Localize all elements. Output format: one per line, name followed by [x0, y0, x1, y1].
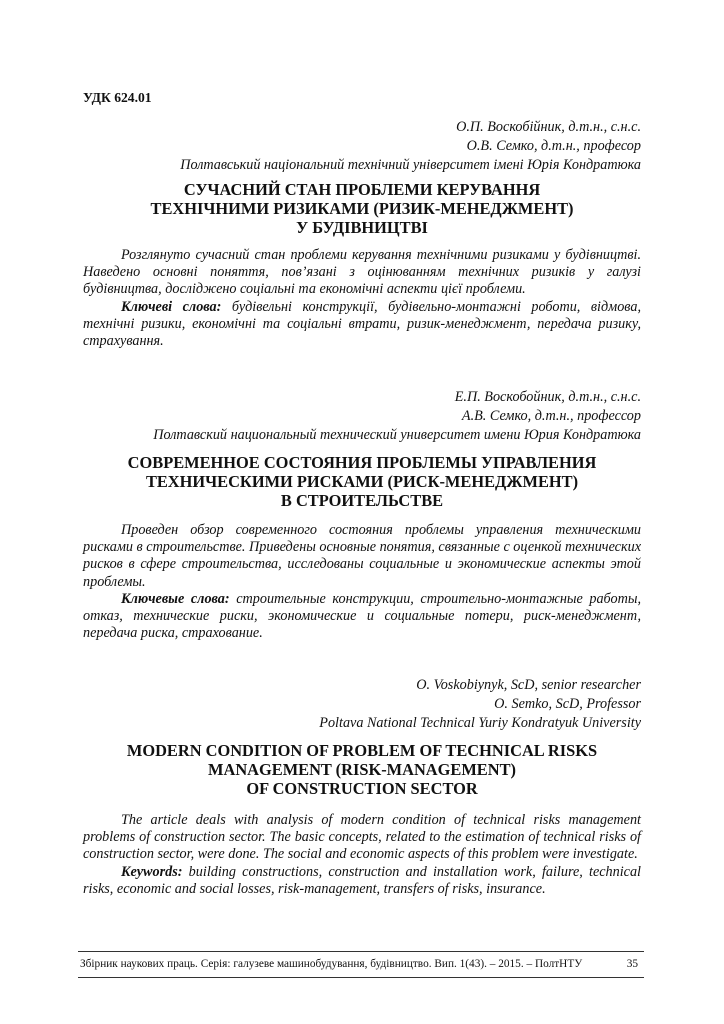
abstract-text: Проведен обзор современного состояния проблемы управления техническими рисками в строительстве. Приведены основные понятия, связанные с оценкой технических рисков в сфере строительства, исследованы социальные и экономические аспекты этой проблемы. [83, 522, 641, 590]
authors-russian [83, 388, 641, 445]
title-line: MANAGEMENT (RISK-MANAGEMENT) [208, 760, 516, 779]
affiliation-line: Полтавський національний технічний університет імені Юрія Кондратюка [180, 157, 641, 173]
page-footer [78, 951, 644, 978]
title-line: В СТРОИТЕЛЬСТВЕ [280, 491, 444, 510]
author-line: О.П. Воскобійник, д.т.н., с.н.с. [456, 119, 641, 135]
title-line: СУЧАСНИЙ СТАН ПРОБЛЕМИ КЕРУВАННЯ [183, 180, 541, 199]
author-line: O. Semko, ScD, Professor [494, 696, 641, 712]
keywords-paragraph [83, 591, 641, 643]
title-line: ТЕХНИЧЕСКИМИ РИСКАМИ (РИСК-МЕНЕДЖМЕНТ) [145, 472, 579, 491]
title-line: ТЕХНІЧНИМИ РИЗИКАМИ (РИЗИК-МЕНЕДЖМЕНТ) [150, 199, 574, 218]
author-line: Е.П. Воскобойник, д.т.н., с.н.с. [454, 389, 641, 405]
keywords-label: Ключеві слова: [121, 298, 222, 315]
abstract-text: Розглянуто сучасний стан проблеми керування технічними ризиками у будівництві. Наведено основні поняття, пов’язані з оцінюванням технічних ризиків у галузі будівництва, досліджено соціальні та економічні аспекти цієї проблеми. [83, 247, 641, 298]
author-line: O. Voskobiynyk, ScD, senior researcher [416, 677, 641, 693]
journal-citation: Збірник наукових праць. Серія: галузеве машинобудування, будівництво. Вип. 1(43). – 2015. – ПолтНТУ [80, 958, 583, 970]
author-line: А.В. Семко, д.т.н., профессор [461, 408, 641, 424]
title-line: OF CONSTRUCTION SECTOR [246, 779, 478, 798]
keywords-paragraph [83, 864, 641, 898]
affiliation-line: Poltava National Technical Yuriy Kondratyuk University [319, 715, 641, 731]
authors-ukrainian [83, 118, 641, 175]
author-line: О.В. Семко, д.т.н., професор [466, 138, 641, 154]
page-number: 35 [626, 958, 638, 970]
title-line: MODERN CONDITION OF PROBLEM OF TECHNICAL RISKS [126, 741, 598, 760]
affiliation-line: Полтавский национальный технический университет имени Юрия Кондратюка [153, 427, 641, 443]
udk-code: УДК 624.01 [83, 90, 152, 105]
title-line: СОВРЕМЕННОЕ СОСТОЯНИЯ ПРОБЛЕМЫ УПРАВЛЕНИЯ [127, 453, 597, 472]
title-ukrainian [83, 180, 641, 237]
abstract-english [83, 812, 641, 898]
title-russian [83, 453, 641, 510]
abstract-russian [83, 522, 641, 642]
authors-english [83, 676, 641, 733]
keywords-label: Keywords: [121, 863, 183, 880]
keywords-label: Ключевые слова: [121, 590, 230, 607]
keywords-text: строительные конструкции, строительно-монтажные работы, отказ, технические риски, экономические и социальные потери, риск-менеджмент, передача риска, страхование. [83, 590, 641, 642]
title-english [83, 741, 641, 798]
abstract-text: The article deals with analysis of modern condition of technical risks management problems of construction sector. The basic concepts, related to the estimation of technical risks of construction sector, were done. The social and economic aspects of this problem were investigate. [83, 812, 641, 863]
keywords-text: будівельні конструкції, будівельно-монтажні роботи, відмова, технічні ризики, економічні та соціальні втрати, ризик-менеджмент, передача ризику, страхування. [83, 298, 641, 350]
keywords-paragraph [83, 299, 641, 351]
title-line: У БУДІВНИЦТВІ [296, 218, 428, 237]
keywords-text: building constructions, construction and installation work, failure, technical risks, economic and social losses, risk-management, transfers of risks, insurance. [83, 863, 641, 897]
abstract-ukrainian [83, 247, 641, 350]
